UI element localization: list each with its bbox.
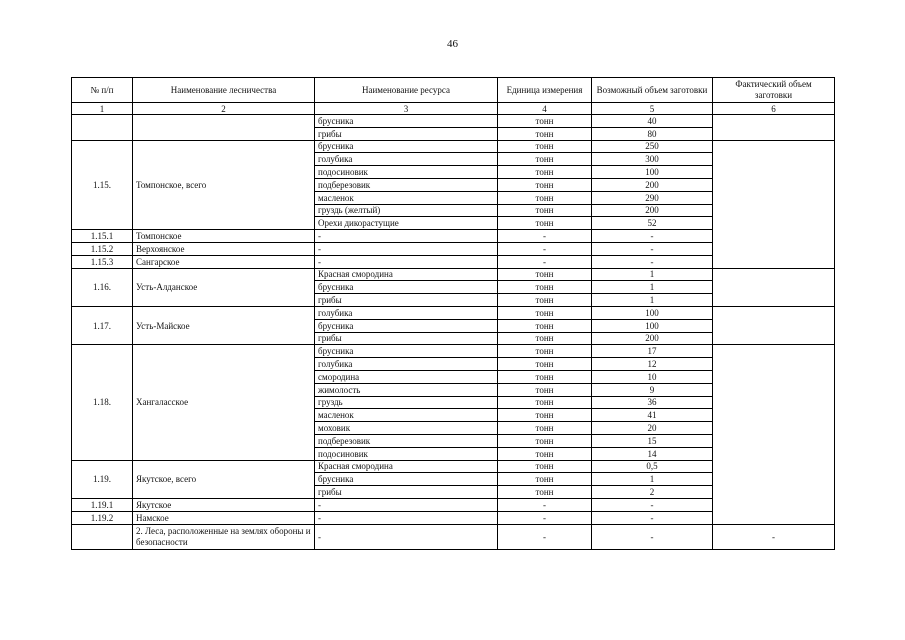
header-resource: Наименование ресурса [315,78,498,103]
unit-cell: тонн [498,345,592,358]
header-possible-volume: Возможный объем заготовки [592,78,713,103]
possible-volume-cell: 100 [592,306,713,319]
forestry-name: Сангарское [133,255,315,268]
resource-name: подосиновик [315,166,498,179]
unit-cell: тонн [498,127,592,140]
resource-name: масленок [315,191,498,204]
forestry-name: Усть-Алданское [133,268,315,306]
possible-volume-cell: 36 [592,396,713,409]
unit-cell: тонн [498,294,592,307]
row-number: 1.15. [72,140,133,230]
unit-cell: тонн [498,204,592,217]
unit-cell: тонн [498,396,592,409]
resource-name: грибы [315,486,498,499]
table-row-defense-lands [72,524,835,549]
unit-cell: тонн [498,306,592,319]
header-actual-volume: Фактический объем заготовки [713,78,835,103]
unit-cell: - [498,511,592,524]
unit-cell: тонн [498,409,592,422]
possible-volume-cell: 15 [592,434,713,447]
possible-volume-cell: 1 [592,473,713,486]
possible-volume-cell: 2 [592,486,713,499]
header-num: № п/п [72,78,133,103]
possible-volume-cell: 41 [592,409,713,422]
possible-volume-cell: 300 [592,153,713,166]
unit-cell: тонн [498,166,592,179]
page-number: 46 [447,38,458,50]
unit-cell: тонн [498,473,592,486]
unit-cell: - [498,524,592,549]
row-number: 1.15.1 [72,230,133,243]
possible-volume-cell: 250 [592,140,713,153]
possible-volume-cell: 52 [592,217,713,230]
table-row [72,306,835,319]
header-row [72,78,835,103]
unit-cell: - [498,498,592,511]
possible-volume-cell: - [592,242,713,255]
resource-name: - [315,524,498,549]
row-number [72,115,133,141]
resource-name: Орехи дикорастущие [315,217,498,230]
resource-name: - [315,255,498,268]
resources-table [71,77,835,550]
col-number: 1 [72,103,133,115]
actual-volume-cell [713,345,835,524]
resource-name: брусника [315,319,498,332]
resource-name: моховик [315,422,498,435]
col-number: 2 [133,103,315,115]
resource-name: брусника [315,473,498,486]
unit-cell: тонн [498,383,592,396]
resource-name: масленок [315,409,498,422]
possible-volume-cell: 17 [592,345,713,358]
resource-name: - [315,511,498,524]
col-number: 6 [713,103,835,115]
row-number: 1.19.2 [72,511,133,524]
resource-name: подосиновик [315,447,498,460]
unit-cell: тонн [498,422,592,435]
resource-name: смородина [315,370,498,383]
possible-volume-cell: 80 [592,127,713,140]
resource-name: грибы [315,127,498,140]
possible-volume-cell: 200 [592,178,713,191]
unit-cell: тонн [498,153,592,166]
resource-name: подберезовик [315,434,498,447]
resource-name: жимолость [315,383,498,396]
resource-name: голубика [315,306,498,319]
unit-cell: тонн [498,319,592,332]
possible-volume-cell: - [592,498,713,511]
resource-name: голубика [315,358,498,371]
unit-cell: тонн [498,178,592,191]
unit-cell: тонн [498,447,592,460]
unit-cell: тонн [498,434,592,447]
resource-name: подберезовик [315,178,498,191]
resource-name: голубика [315,153,498,166]
resource-name: брусника [315,140,498,153]
resource-name: груздь (желтый) [315,204,498,217]
row-number [72,524,133,549]
possible-volume-cell: 1 [592,281,713,294]
forestry-name: Хангаласское [133,345,315,460]
possible-volume-cell: 200 [592,332,713,345]
resource-name: грибы [315,332,498,345]
unit-cell: тонн [498,486,592,499]
unit-cell: тонн [498,332,592,345]
forestry-name: Усть-Майское [133,306,315,344]
header-forestry: Наименование лесничества [133,78,315,103]
forestry-name: Верхоянское [133,242,315,255]
table-body [72,115,835,550]
unit-cell: тонн [498,217,592,230]
unit-cell: тонн [498,370,592,383]
possible-volume-cell: 20 [592,422,713,435]
unit-cell: тонн [498,191,592,204]
col-number: 5 [592,103,713,115]
forestry-name: Намское [133,511,315,524]
possible-volume-cell: - [592,524,713,549]
column-number-row [72,103,835,115]
actual-volume-cell [713,306,835,344]
resource-name: - [315,498,498,511]
row-number: 1.15.3 [72,255,133,268]
unit-cell: тонн [498,115,592,128]
resource-name: грибы [315,294,498,307]
possible-volume-cell: 40 [592,115,713,128]
actual-volume-cell [713,140,835,268]
table-row [72,140,835,153]
resource-name: - [315,242,498,255]
possible-volume-cell: - [592,255,713,268]
possible-volume-cell: 1 [592,294,713,307]
possible-volume-cell: 9 [592,383,713,396]
possible-volume-cell: 100 [592,166,713,179]
forestry-name: 2. Леса, расположенные на землях обороны и безопасности [133,524,315,549]
row-number: 1.19. [72,460,133,498]
possible-volume-cell: 200 [592,204,713,217]
possible-volume-cell: 0,5 [592,460,713,473]
header-unit: Единица измерения [498,78,592,103]
row-number: 1.19.1 [72,498,133,511]
forestry-name: Томпонское [133,230,315,243]
forestry-name [133,115,315,141]
resource-name: - [315,230,498,243]
col-number: 4 [498,103,592,115]
possible-volume-cell: 100 [592,319,713,332]
resource-name: брусника [315,345,498,358]
resource-name: брусника [315,115,498,128]
unit-cell: - [498,255,592,268]
table-row [72,268,835,281]
possible-volume-cell: 12 [592,358,713,371]
possible-volume-cell: - [592,230,713,243]
forestry-name: Томпонское, всего [133,140,315,230]
unit-cell: тонн [498,140,592,153]
resource-name: Красная смородина [315,460,498,473]
unit-cell: - [498,242,592,255]
unit-cell: тонн [498,460,592,473]
forestry-name: Якутское [133,498,315,511]
actual-volume-cell [713,268,835,306]
possible-volume-cell: 10 [592,370,713,383]
possible-volume-cell: - [592,511,713,524]
row-number: 1.17. [72,306,133,344]
possible-volume-cell: 1 [592,268,713,281]
forestry-name: Якутское, всего [133,460,315,498]
resource-name: Красная смородина [315,268,498,281]
actual-volume-cell: - [713,524,835,549]
row-number: 1.15.2 [72,242,133,255]
col-number: 3 [315,103,498,115]
resource-name: брусника [315,281,498,294]
row-number: 1.16. [72,268,133,306]
unit-cell: тонн [498,358,592,371]
actual-volume-cell [713,115,835,141]
unit-cell: тонн [498,281,592,294]
row-number: 1.18. [72,345,133,460]
table-row [72,115,835,128]
possible-volume-cell: 290 [592,191,713,204]
unit-cell: тонн [498,268,592,281]
table-row [72,345,835,358]
resource-name: груздь [315,396,498,409]
possible-volume-cell: 14 [592,447,713,460]
unit-cell: - [498,230,592,243]
